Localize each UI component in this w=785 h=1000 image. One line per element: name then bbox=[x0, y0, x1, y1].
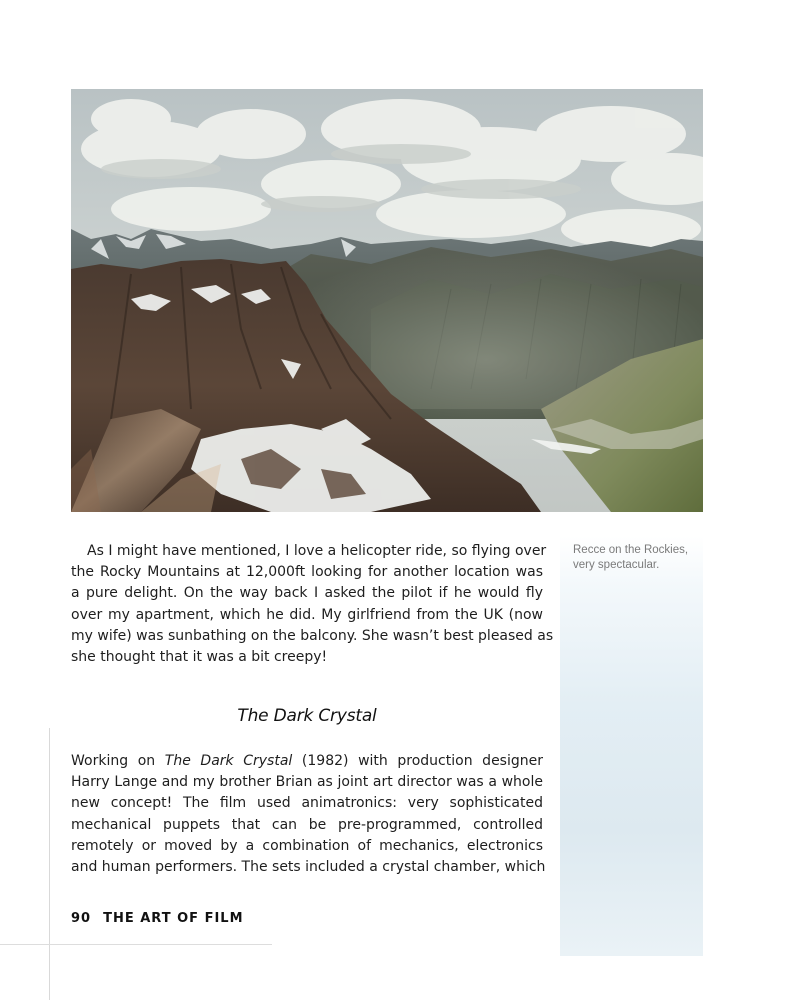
text-line: my wife) was sunbathing on the balcony. She wasn’t best pleased as bbox=[71, 627, 554, 644]
photo-caption bbox=[573, 543, 698, 573]
text-line: the Rocky Mountains at 12,000ft looking for another location was bbox=[71, 564, 543, 581]
page-footer bbox=[71, 911, 244, 926]
text-line: and human performers. The sets included a crystal chamber, which bbox=[71, 858, 546, 875]
paragraph-helicopter-ride bbox=[71, 541, 554, 668]
text-fragment: Working on bbox=[71, 753, 165, 769]
film-title: The Dark Crystal bbox=[164, 753, 293, 769]
caption-line: Recce on the Rockies, bbox=[573, 544, 689, 556]
text-line: new concept! The film used animatronics: very sophisticated bbox=[71, 795, 543, 812]
text-line: remotely or moved by a combination of mechanics, electronics bbox=[71, 837, 543, 854]
text-line: a pure delight. On the way back I asked the pilot if he would fly bbox=[71, 585, 543, 602]
text-line: over my apartment, which he did. My girlfriend from the UK (now bbox=[71, 606, 543, 623]
page-number: 90 bbox=[71, 911, 92, 926]
text-fragment: (1982) with production designer bbox=[292, 753, 543, 769]
text-line bbox=[71, 751, 543, 772]
crop-mark-vertical bbox=[49, 728, 50, 1000]
mountain-landscape-photo-icon bbox=[71, 89, 703, 512]
crop-mark-horizontal bbox=[0, 944, 272, 945]
section-heading: The Dark Crystal bbox=[237, 706, 377, 726]
paragraph-dark-crystal bbox=[71, 751, 546, 878]
text-line: she thought that it was a bit creepy! bbox=[71, 648, 328, 665]
text-line: Harry Lange and my brother Brian as joint art director was a whole bbox=[71, 774, 543, 791]
mountain-photo bbox=[71, 89, 703, 512]
caption-line: very spectacular. bbox=[573, 559, 660, 571]
text-line: As I might have mentioned, I love a helicopter ride, so flying over bbox=[87, 543, 547, 559]
running-title: THE ART OF FILM bbox=[103, 911, 244, 926]
sidebar-panel bbox=[560, 536, 703, 956]
text-line: mechanical puppets that can be pre-programmed, controlled bbox=[71, 816, 543, 833]
